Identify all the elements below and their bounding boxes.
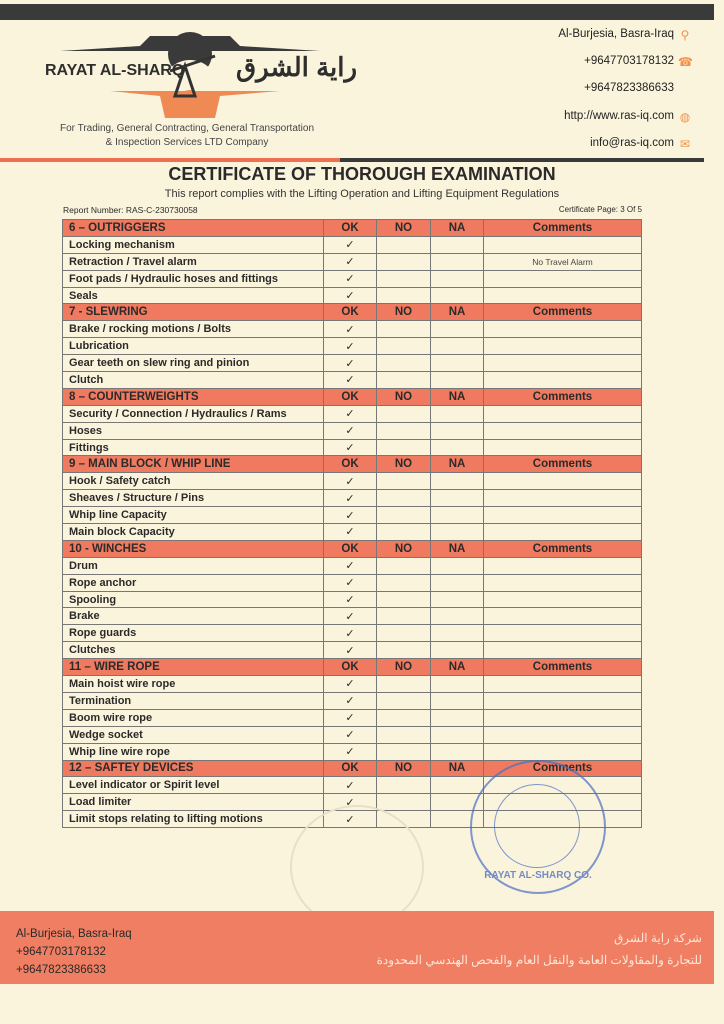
ok-check-cell: ✓	[324, 473, 377, 490]
section-header-row	[63, 659, 642, 676]
ok-check-cell: ✓	[324, 372, 377, 389]
ok-check-cell: ✓	[324, 676, 377, 693]
no-cell	[377, 777, 431, 794]
comment-cell	[484, 709, 642, 726]
no-cell	[377, 405, 431, 422]
ok-check-cell: ✓	[324, 557, 377, 574]
ok-check-cell: ✓	[324, 321, 377, 338]
item-label: Locking mechanism	[63, 236, 324, 253]
column-comments-header: Comments	[484, 220, 642, 237]
no-cell	[377, 692, 431, 709]
comment-cell	[484, 743, 642, 760]
comment-cell	[484, 405, 642, 422]
na-cell	[431, 355, 484, 372]
table-row	[63, 338, 642, 355]
no-cell	[377, 608, 431, 625]
comment-cell	[484, 287, 642, 304]
column-na-header: NA	[431, 220, 484, 237]
table-row	[63, 490, 642, 507]
comment-cell	[484, 236, 642, 253]
column-no-header: NO	[377, 304, 431, 321]
item-label: Rope guards	[63, 625, 324, 642]
na-cell	[431, 557, 484, 574]
item-label: Sheaves / Structure / Pins	[63, 490, 324, 507]
table-row	[63, 270, 642, 287]
item-label: Seals	[63, 287, 324, 304]
comment-cell	[484, 642, 642, 659]
table-row	[63, 726, 642, 743]
section-header-row	[63, 456, 642, 473]
no-cell	[377, 709, 431, 726]
na-cell	[431, 709, 484, 726]
comment-cell	[484, 372, 642, 389]
ok-check-cell: ✓	[324, 709, 377, 726]
table-row	[63, 321, 642, 338]
footer-phone-1: +9647703178132	[16, 946, 106, 958]
brand-name-english: RAYAT AL-SHARQ	[45, 62, 185, 79]
na-cell	[431, 372, 484, 389]
item-label: Hook / Safety catch	[63, 473, 324, 490]
comment-cell	[484, 608, 642, 625]
no-cell	[377, 355, 431, 372]
column-ok-header: OK	[324, 220, 377, 237]
ok-check-cell: ✓	[324, 743, 377, 760]
table-row	[63, 608, 642, 625]
no-cell	[377, 473, 431, 490]
ok-check-cell: ✓	[324, 692, 377, 709]
contact-line: +9647703178132	[584, 55, 674, 67]
ok-check-cell: ✓	[324, 777, 377, 794]
column-ok-header: OK	[324, 388, 377, 405]
ok-check-cell: ✓	[324, 405, 377, 422]
table-row	[63, 422, 642, 439]
comment-cell	[484, 676, 642, 693]
item-label: Clutches	[63, 642, 324, 659]
ok-check-cell: ✓	[324, 524, 377, 541]
na-cell	[431, 439, 484, 456]
item-label: Limit stops relating to lifting motions	[63, 811, 324, 828]
na-cell	[431, 473, 484, 490]
no-cell	[377, 794, 431, 811]
table-row	[63, 692, 642, 709]
comment-cell	[484, 439, 642, 456]
column-na-header: NA	[431, 456, 484, 473]
top-dark-bar	[0, 4, 714, 20]
ok-check-cell: ✓	[324, 507, 377, 524]
column-na-header: NA	[431, 760, 484, 777]
na-cell	[431, 574, 484, 591]
item-label: Gear teeth on slew ring and pinion	[63, 355, 324, 372]
ok-check-cell: ✓	[324, 574, 377, 591]
contact-line: +9647823386633	[584, 82, 674, 94]
column-no-header: NO	[377, 220, 431, 237]
table-row	[63, 405, 642, 422]
item-label: Fittings	[63, 439, 324, 456]
item-label: Lubrication	[63, 338, 324, 355]
item-label: Retraction / Travel alarm	[63, 253, 324, 270]
table-row	[63, 574, 642, 591]
column-no-header: NO	[377, 540, 431, 557]
na-cell	[431, 338, 484, 355]
document-subtitle: This report complies with the Lifting Operation and Lifting Equipment Regulations	[164, 188, 560, 200]
column-comments-header: Comments	[484, 456, 642, 473]
table-row	[63, 591, 642, 608]
no-cell	[377, 743, 431, 760]
column-ok-header: OK	[324, 456, 377, 473]
column-comments-header: Comments	[484, 659, 642, 676]
table-row	[63, 743, 642, 760]
divider-dark	[340, 158, 704, 162]
comment-cell	[484, 338, 642, 355]
envelope-icon: ✉	[679, 137, 691, 151]
table-row	[63, 557, 642, 574]
footer-company-arabic: شركة راية الشرق	[613, 931, 702, 945]
ok-check-cell: ✓	[324, 726, 377, 743]
document-title: CERTIFICATE OF THOROUGH EXAMINATION	[168, 164, 556, 184]
no-cell	[377, 422, 431, 439]
item-label: Hoses	[63, 422, 324, 439]
item-label: Termination	[63, 692, 324, 709]
comment-cell	[484, 321, 642, 338]
column-ok-header: OK	[324, 760, 377, 777]
footer-arabic	[377, 927, 702, 971]
comment-cell	[484, 270, 642, 287]
no-cell	[377, 287, 431, 304]
column-na-header: NA	[431, 659, 484, 676]
na-cell	[431, 608, 484, 625]
company-stamp	[470, 760, 606, 894]
item-label: Main block Capacity	[63, 524, 324, 541]
ok-check-cell: ✓	[324, 490, 377, 507]
no-cell	[377, 236, 431, 253]
table-row	[63, 709, 642, 726]
certificate-page: Certificate Page: 3 Of 5	[558, 205, 642, 214]
brand-name-arabic: راية الشرق	[236, 52, 358, 82]
footer-address: Al-Burjesia, Basra-Iraq	[16, 928, 132, 940]
item-label: Load limiter	[63, 794, 324, 811]
ok-check-cell: ✓	[324, 355, 377, 372]
section-title: 8 – COUNTERWEIGHTS	[63, 388, 324, 405]
ok-check-cell: ✓	[324, 591, 377, 608]
comment-cell	[484, 591, 642, 608]
table-row	[63, 507, 642, 524]
no-cell	[377, 524, 431, 541]
section-header-row	[63, 220, 642, 237]
comment-cell	[484, 422, 642, 439]
item-label: Level indicator or Spirit level	[63, 777, 324, 794]
section-header-row	[63, 388, 642, 405]
item-label: Whip line wire rope	[63, 743, 324, 760]
table-row	[63, 642, 642, 659]
comment-cell	[484, 625, 642, 642]
ok-check-cell: ✓	[324, 625, 377, 642]
na-cell	[431, 676, 484, 693]
stamp-inner-ring	[494, 784, 580, 868]
ok-check-cell: ✓	[324, 287, 377, 304]
section-title: 12 – SAFTEY DEVICES	[63, 760, 324, 777]
comment-cell	[484, 473, 642, 490]
contact-line: info@ras-iq.com	[590, 137, 674, 149]
no-cell	[377, 439, 431, 456]
section-header-row	[63, 540, 642, 557]
column-no-header: NO	[377, 456, 431, 473]
na-cell	[431, 405, 484, 422]
company-tagline	[40, 122, 334, 150]
na-cell	[431, 490, 484, 507]
na-cell	[431, 726, 484, 743]
no-cell	[377, 338, 431, 355]
item-label: Brake / rocking motions / Bolts	[63, 321, 324, 338]
no-cell	[377, 625, 431, 642]
na-cell	[431, 777, 484, 794]
footer-band	[0, 911, 714, 984]
ok-check-cell: ✓	[324, 439, 377, 456]
column-na-header: NA	[431, 304, 484, 321]
comment-cell: No Travel Alarm	[484, 253, 642, 270]
na-cell	[431, 253, 484, 270]
section-title: 6 – OUTRIGGERS	[63, 220, 324, 237]
no-cell	[377, 270, 431, 287]
comment-cell	[484, 557, 642, 574]
table-row	[63, 372, 642, 389]
column-comments-header: Comments	[484, 540, 642, 557]
section-title: 7 - SLEWRING	[63, 304, 324, 321]
divider-accent	[0, 158, 340, 162]
column-ok-header: OK	[324, 540, 377, 557]
ok-check-cell: ✓	[324, 270, 377, 287]
no-cell	[377, 574, 431, 591]
footer-description-arabic: للتجارة والمقاولات العامة والنقل العام والفحص الهندسي المحدودة	[376, 953, 702, 967]
column-no-header: NO	[377, 659, 431, 676]
ok-check-cell: ✓	[324, 608, 377, 625]
column-na-header: NA	[431, 540, 484, 557]
na-cell	[431, 642, 484, 659]
footer-contact	[16, 925, 132, 979]
ok-check-cell: ✓	[324, 811, 377, 828]
no-cell	[377, 253, 431, 270]
ok-check-cell: ✓	[324, 794, 377, 811]
na-cell	[431, 743, 484, 760]
location-pin-icon: ⚲	[680, 28, 690, 42]
column-comments-header: Comments	[484, 388, 642, 405]
na-cell	[431, 287, 484, 304]
no-cell	[377, 507, 431, 524]
comment-cell	[484, 507, 642, 524]
tagline-line-2: & Inspection Services LTD Company	[105, 137, 269, 148]
report-number: Report Number: RAS-C-230730058	[63, 205, 198, 215]
no-cell	[377, 642, 431, 659]
comment-cell	[484, 524, 642, 541]
item-label: Foot pads / Hydraulic hoses and fittings	[63, 270, 324, 287]
ok-check-cell: ✓	[324, 422, 377, 439]
comment-cell	[484, 726, 642, 743]
table-row	[63, 287, 642, 304]
section-title: 10 - WINCHES	[63, 540, 324, 557]
item-label: Main hoist wire rope	[63, 676, 324, 693]
item-label: Whip line Capacity	[63, 507, 324, 524]
item-label: Wedge socket	[63, 726, 324, 743]
ok-check-cell: ✓	[324, 642, 377, 659]
contact-line: Al-Burjesia, Basra-Iraq	[558, 28, 674, 40]
table-row	[63, 236, 642, 253]
no-cell	[377, 490, 431, 507]
ok-check-cell: ✓	[324, 253, 377, 270]
item-label: Security / Connection / Hydraulics / Rams	[63, 405, 324, 422]
na-cell	[431, 692, 484, 709]
na-cell	[431, 422, 484, 439]
na-cell	[431, 625, 484, 642]
item-label: Brake	[63, 608, 324, 625]
column-no-header: NO	[377, 388, 431, 405]
column-no-header: NO	[377, 760, 431, 777]
section-header-row	[63, 304, 642, 321]
table-row	[63, 676, 642, 693]
ok-check-cell: ✓	[324, 338, 377, 355]
column-na-header: NA	[431, 388, 484, 405]
footer-phone-2: +9647823386633	[16, 964, 106, 976]
telephone-icon: ☎	[678, 55, 693, 69]
section-title: 9 – MAIN BLOCK / WHIP LINE	[63, 456, 324, 473]
na-cell	[431, 270, 484, 287]
table-row	[63, 625, 642, 642]
item-label: Drum	[63, 557, 324, 574]
na-cell	[431, 524, 484, 541]
column-comments-header: Comments	[484, 760, 642, 777]
item-label: Boom wire rope	[63, 709, 324, 726]
table-row	[63, 253, 642, 270]
item-label: Rope anchor	[63, 574, 324, 591]
contact-line: http://www.ras-iq.com	[564, 110, 674, 122]
na-cell	[431, 321, 484, 338]
column-ok-header: OK	[324, 659, 377, 676]
item-label: Spooling	[63, 591, 324, 608]
ok-check-cell: ✓	[324, 236, 377, 253]
section-title: 11 – WIRE ROPE	[63, 659, 324, 676]
no-cell	[377, 726, 431, 743]
comment-cell	[484, 692, 642, 709]
no-cell	[377, 321, 431, 338]
stamp-text: RAYAT AL-SHARQ CO.	[484, 870, 592, 881]
table-row	[63, 439, 642, 456]
comment-cell	[484, 574, 642, 591]
item-label: Clutch	[63, 372, 324, 389]
examination-table	[62, 219, 642, 828]
column-comments-header: Comments	[484, 304, 642, 321]
table-row	[63, 355, 642, 372]
no-cell	[377, 676, 431, 693]
globe-icon: ◍	[679, 110, 691, 124]
table-row	[63, 524, 642, 541]
tagline-line-1: For Trading, General Contracting, General Transportation	[59, 123, 315, 134]
comment-cell	[484, 490, 642, 507]
no-cell	[377, 591, 431, 608]
table-row	[63, 473, 642, 490]
no-cell	[377, 372, 431, 389]
column-ok-header: OK	[324, 304, 377, 321]
na-cell	[431, 236, 484, 253]
no-cell	[377, 557, 431, 574]
comment-cell	[484, 355, 642, 372]
na-cell	[431, 507, 484, 524]
na-cell	[431, 591, 484, 608]
